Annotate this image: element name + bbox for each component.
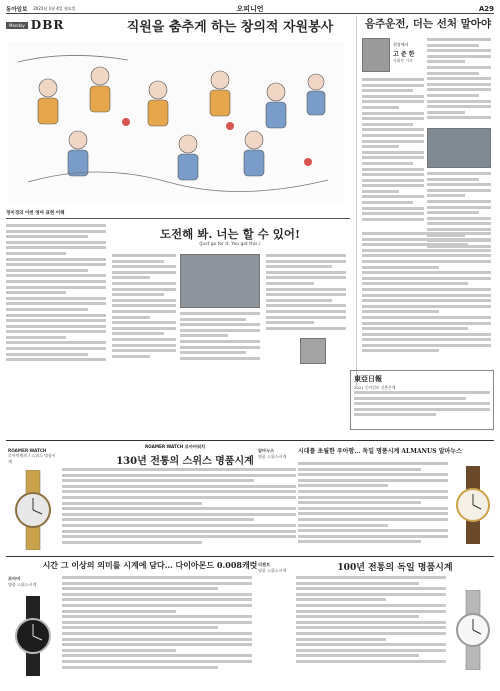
author-name: 고 준 한: [393, 51, 415, 58]
middle-article-col-3: [180, 312, 260, 364]
right-column-text-2: [362, 78, 424, 228]
ad3-headline: 시간 그 이상의 의미를 시계에 담다… 다이아몬드 0.008캐럿: [42, 560, 258, 570]
page-number: A29: [478, 4, 494, 13]
top-article-headline: 직원을 춤추게 하는 창의적 자원봉사: [126, 20, 334, 35]
newspaper-name: 동아일보: [6, 6, 28, 13]
ad1-headline: 130년 전통의 스위스 명품시계: [116, 456, 254, 467]
donga-notice-title: 東亞日報: [354, 374, 382, 383]
ad2-headline: 시대를 초월한 우아함… 독일 명품시계 ALMANUS 알마누스: [298, 448, 462, 455]
ad-middle-rule: [6, 556, 494, 557]
ad1-brand: [8, 448, 56, 465]
ad3-brand: [8, 576, 56, 588]
ad4-headline: 100년 전통의 독일 명품시계: [337, 563, 453, 573]
ad2-text: [298, 462, 448, 550]
ad1-topline: ROAMER WATCH 로아머워치: [144, 444, 206, 449]
middle-article-col-1: [6, 224, 106, 364]
middle-article-subhead: (Just go for it. You got this.): [199, 242, 261, 247]
middle-article-rule: [6, 218, 350, 219]
ad1-text: [62, 468, 296, 550]
donga-notice-ad: [350, 370, 494, 430]
ad4-text: [296, 576, 446, 676]
street-photo: [180, 254, 260, 308]
ad3-brand-en: 로아머: [8, 576, 21, 581]
donga-notice-text: [354, 391, 490, 427]
middle-article-col-4: [266, 254, 346, 334]
section-title: 오피니언: [236, 3, 264, 13]
ad1-brand-ko: 로아머워치 / 스위스 명품시계: [8, 453, 56, 464]
ad2-watch-image: [452, 466, 494, 544]
volunteer-illustration: [8, 42, 344, 204]
ad-section-rule: [6, 440, 494, 441]
author-role: 사회부 기자: [393, 58, 413, 63]
ad1-brand-en: ROAMER WATCH: [8, 448, 47, 453]
dbr-series-tag: [6, 18, 64, 32]
ad3-text: [62, 576, 252, 676]
ad4-watch-image: [452, 590, 494, 670]
donga-notice-subtitle: 2021 동아일보 신춘문예: [354, 385, 396, 390]
author-photo: [362, 38, 390, 72]
middle-article-col-2: [112, 254, 176, 364]
columnist-photo: [300, 338, 326, 364]
news-photo: [427, 128, 491, 168]
issue-date: 2021년 1월 4일 월요일: [33, 5, 76, 11]
ad3-brand-ko: 명품 스위스시계: [8, 582, 37, 587]
ad2-brand-ko: 명품 스위스시계: [258, 454, 287, 459]
author-label: 현장에서: [393, 42, 409, 47]
tag-dbr: DBR: [30, 18, 65, 32]
middle-article-section: 정미경의 이번 영어 표현 이해: [6, 211, 65, 216]
middle-article-headline: 도전해 봐. 너는 할 수 있어!: [159, 227, 301, 241]
ad2-brand: [258, 448, 298, 460]
ad1-watch-image: [10, 470, 56, 550]
tag-monday: Monday: [6, 22, 28, 29]
ad4-brand-ko: 명품 스위스시계: [258, 568, 287, 573]
ad3-watch-image: [10, 596, 56, 676]
right-opinion-column: [356, 16, 494, 386]
ad2-brand-en: 알마누스: [258, 448, 275, 453]
ad4-brand-en: 리젠트: [258, 562, 271, 567]
right-column-text-4: [362, 232, 491, 362]
ad4-brand: [258, 562, 298, 574]
right-column-text-1: [427, 38, 491, 124]
right-column-headline: 음주운전, 더는 선처 말아야: [364, 18, 492, 30]
page-masthead: [6, 4, 494, 14]
